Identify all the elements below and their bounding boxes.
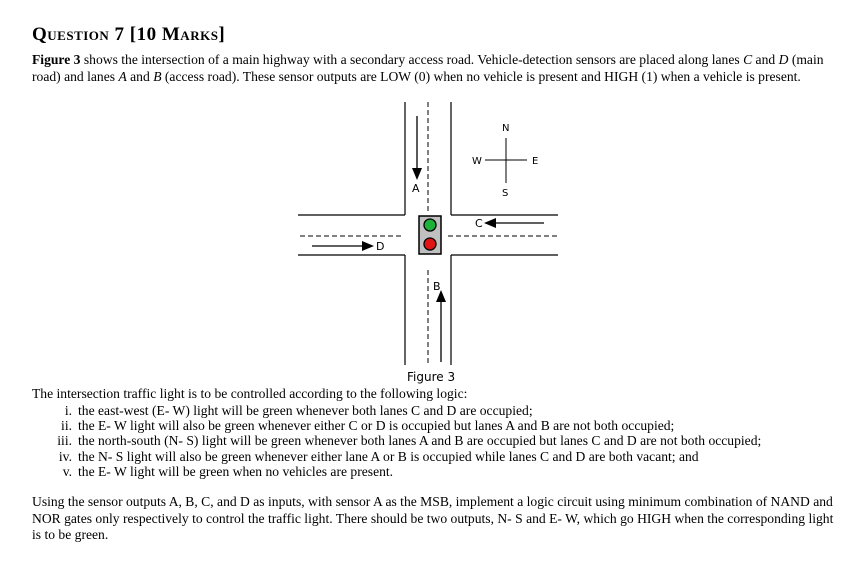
list-item [50,403,761,418]
rule-number: v. [62,463,72,479]
rule-number: i. [64,403,72,418]
lane-c-arrowhead [484,218,496,228]
lane-c-label: C [475,217,483,230]
intro-and-2: and [126,68,154,84]
traffic-light-red [424,238,436,250]
rule-number: iv. [58,448,72,464]
traffic-light-green [424,219,436,231]
rule-text: the E- W light will be green when no vehicles are present. [78,463,394,479]
rule-text: the east-west (E- W) light will be green whenever both lanes C and D are occupied; [78,403,533,418]
lane-a-ref: A [118,68,127,84]
logic-lead-text: The intersection traffic light is to be controlled according to the following logic: [32,386,468,401]
list-item [50,418,761,433]
list-item [50,433,761,448]
intro-paragraph [32,52,832,85]
compass-east: E [532,156,539,167]
figure-reference: Figure 3 [32,52,81,67]
intersection-diagram [296,100,566,368]
list-item [50,449,761,464]
lane-d-arrowhead [362,241,374,251]
rule-text: the E- W light will also be green whenever either C or D is occupied but lanes A and B are not both occupied; [78,418,675,434]
intro-and-1: and [752,52,779,67]
closing-paragraph: Using the sensor outputs A, B, C, and D as inputs, with sensor A as the MSB, implement a logic circuit using minimum combination of NAND and NOR gates only respectively to control the traffic light. There should be two outputs, N- S and E- W, which go HIGH when the corresponding light is to be green. [32,494,834,542]
compass-west: W [472,156,482,167]
lane-c-ref: C [743,52,753,67]
intro-text-2: (main road) and lanes [32,52,824,84]
rule-text: the N- S light will also be green whenever either lane A or B is occupied while lanes C and D are both vacant; and [78,448,699,464]
lane-d-ref: D [778,52,789,67]
rule-number: iii. [57,433,72,449]
lane-b-ref: B [153,68,162,84]
lane-d-label: D [376,240,385,253]
logic-rules-list [50,403,761,479]
intro-text-1: shows the intersection of a main highway with a secondary access road. Vehicle-detection sensors are placed along lanes [80,52,744,67]
compass-south: S [502,188,509,199]
lane-b-label: B [433,280,441,293]
rule-number: ii. [61,418,72,434]
compass [472,123,538,199]
lane-a-arrowhead [412,168,422,180]
figure-caption: Figure 3 [407,370,456,384]
intro-text-3: (access road). These sensor outputs are LOW (0) when no vehicle is present and HIGH (1) when a vehicle is present. [161,68,801,84]
question-heading: Question 7 [10 Marks] [32,24,226,45]
compass-north: N [502,123,510,134]
lane-a-label: A [412,182,420,195]
rule-text: the north-south (N- S) light will be green whenever both lanes A and B are occupied but lanes C and D are not both occupied; [78,433,762,449]
list-item [50,464,761,479]
